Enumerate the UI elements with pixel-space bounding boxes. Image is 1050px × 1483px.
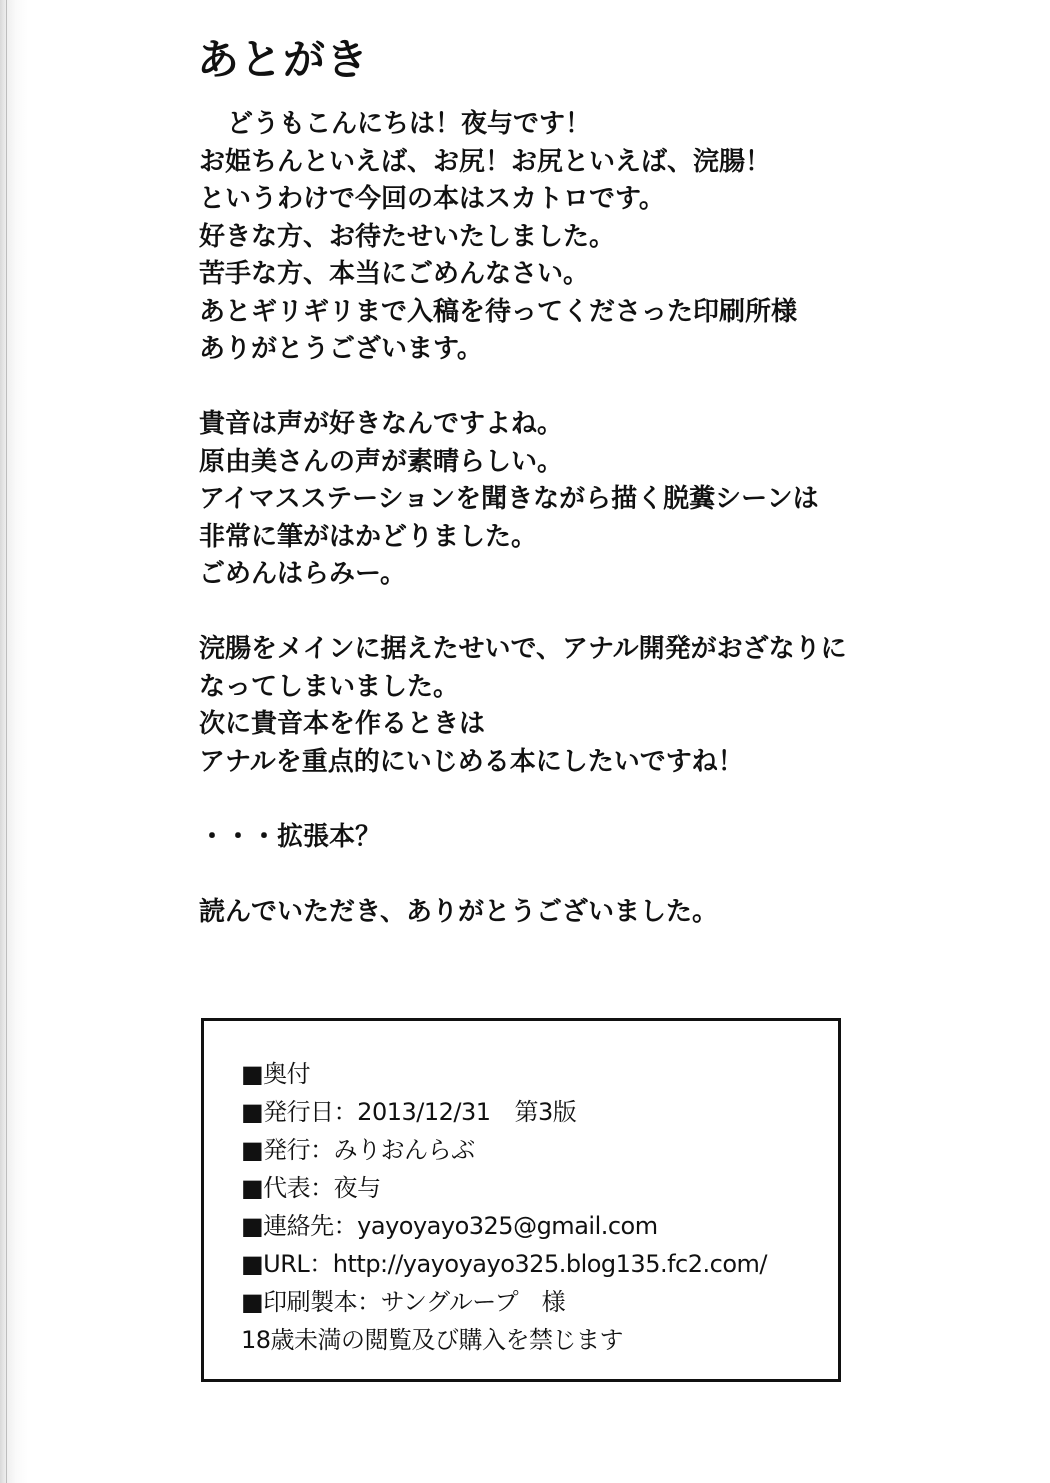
afterword-line: 苦手な方、本当にごめんなさい。: [199, 259, 590, 289]
paragraph-gap: [199, 369, 899, 407]
issue-date: ■発行日：2013/12/31: [241, 1098, 491, 1126]
afterword-line: ごめんはらみー。: [199, 559, 406, 589]
edition: 第3版: [514, 1098, 577, 1126]
afterword-line: 好きな方、お待たせいたしました。: [199, 221, 616, 252]
colophon-url: ■URL：http://yayoyayo325.blog135.fc2.com/: [241, 1250, 767, 1278]
afterword-line: なってしまいました。: [199, 671, 460, 702]
afterword-line: 読んでいただき、ありがとうございました。: [199, 896, 718, 927]
paragraph-gap: [199, 594, 899, 632]
paragraph-gap: [199, 856, 899, 894]
page-edge-shadow: [0, 0, 28, 1483]
colophon-publisher: ■発行：みりおんらぶ: [241, 1136, 475, 1164]
page-title: あとがき: [197, 35, 370, 84]
colophon-representative: ■代表：夜与: [241, 1174, 381, 1202]
afterword-line: 次に貴音本を作るときは: [199, 709, 486, 739]
afterword-line: アナルを重点的にいじめる本にしたいですね！: [199, 746, 744, 777]
colophon-contact: ■連絡先：yayoyayo325@gmail.com: [241, 1212, 658, 1240]
afterword-line: 原由美さんの声が素晴らしい。: [199, 446, 564, 477]
colophon-printer: ■印刷製本：サングループ 様: [241, 1288, 566, 1316]
afterword-line: 貴音は声が好きなんですよね。: [199, 409, 564, 439]
paragraph-gap: [199, 781, 899, 819]
afterword-body: [199, 106, 899, 931]
afterword-line: というわけで今回の本はスカトロです。: [199, 184, 665, 214]
afterword-line: 浣腸をメインに据えたせいで、アナル開発がおざなりに: [199, 634, 847, 664]
afterword-line: お姫ちんといえば、お尻！お尻といえば、浣腸！: [199, 146, 772, 177]
page-edge-line: [6, 0, 7, 1483]
afterword-line: ・・・拡張本？: [199, 821, 382, 852]
afterword-line: アイマスステーションを聞きながら描く脱糞シーンは: [199, 484, 819, 514]
colophon-issue-date: [241, 1093, 838, 1131]
afterword-line: ありがとうございます。: [199, 334, 483, 364]
afterword-line: どうもこんにちは！夜与です！: [227, 109, 592, 139]
colophon-box: [201, 1018, 841, 1382]
colophon-heading: ■奥付: [241, 1060, 311, 1088]
colophon-age-notice: 18歳未満の閲覧及び購入を禁じます: [241, 1326, 624, 1354]
afterword-line: あとギリギリまで入稿を待ってくださった印刷所様: [199, 296, 798, 327]
afterword-line: 非常に筆がはかどりました。: [199, 521, 538, 552]
